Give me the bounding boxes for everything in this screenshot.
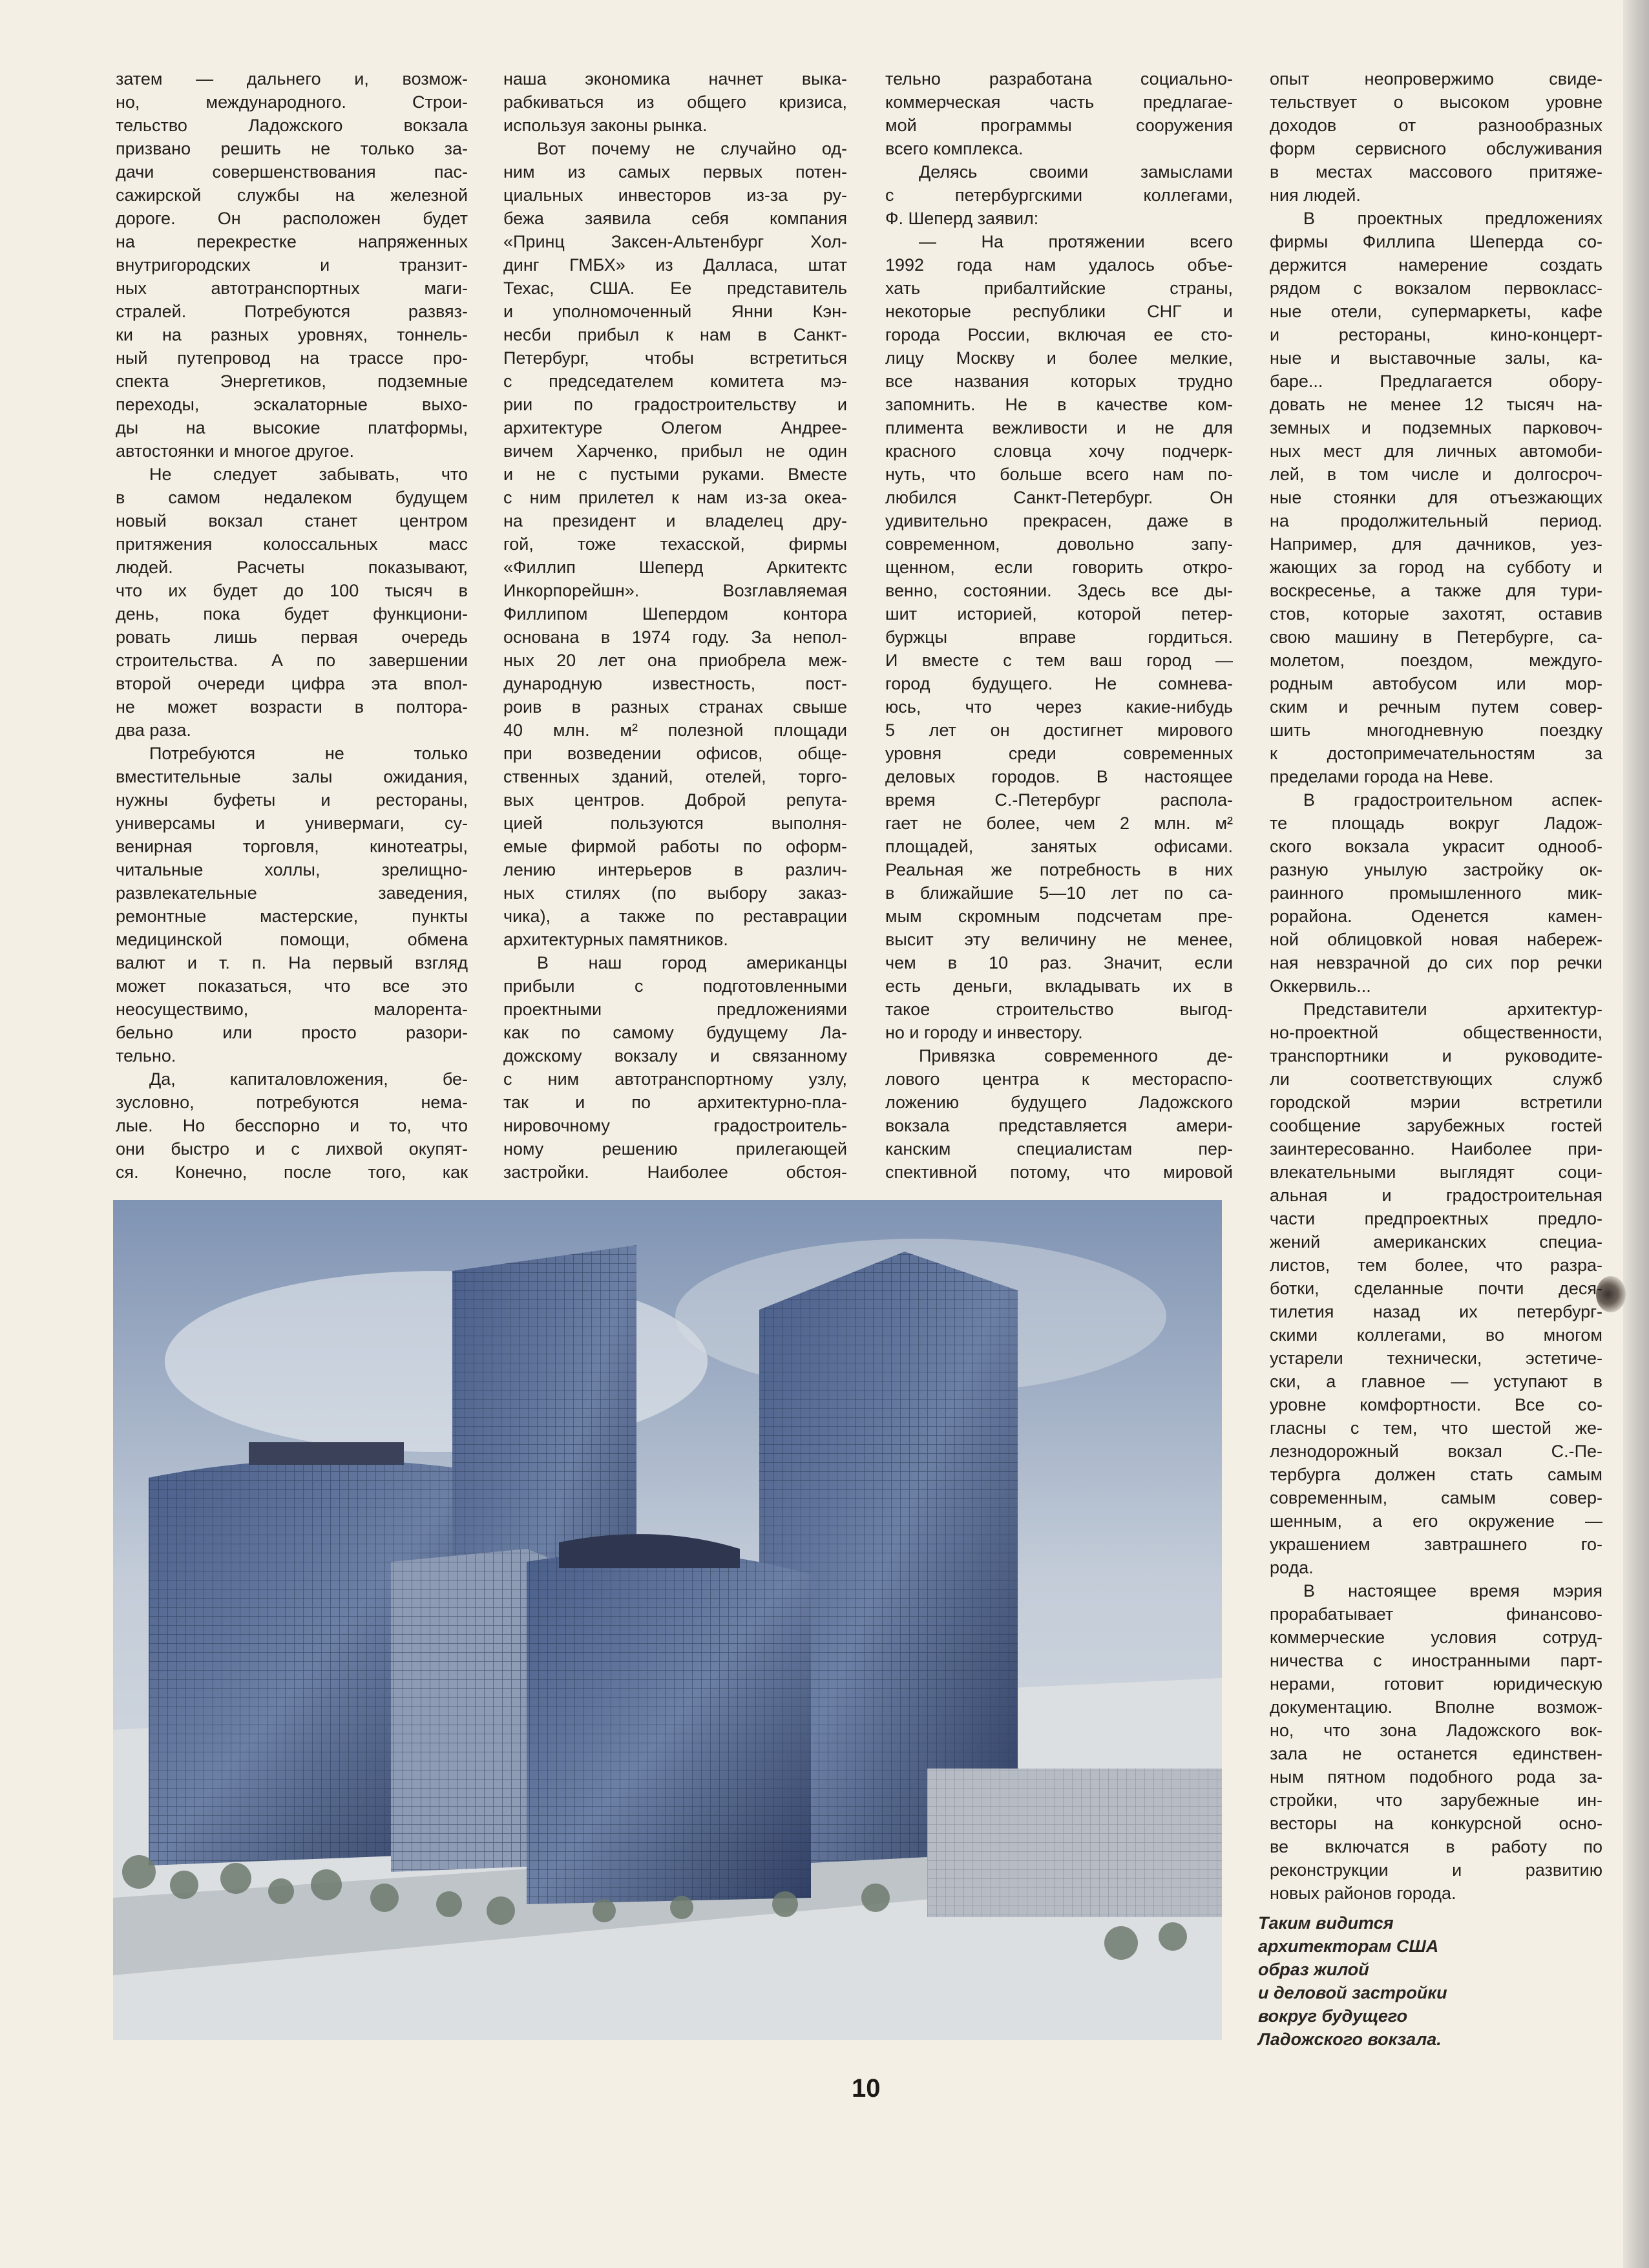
text-line: Филлипом Шепердом контора <box>503 604 847 624</box>
text-line: гой, тоже техасской, фирмы <box>503 534 847 554</box>
text-line: свою машину в Петербурге, са- <box>1270 627 1602 647</box>
text-line: альная и градостроительная <box>1270 1186 1602 1205</box>
text-line: чика), а также по реставрации <box>503 907 847 926</box>
text-line: лицу Москву и более мелкие, <box>885 348 1233 368</box>
text-line: ли соответствующих служб <box>1270 1069 1602 1089</box>
text-line: скими коллегами, во многом <box>1270 1325 1602 1345</box>
text-line: зала не останется единствен- <box>1270 1744 1602 1763</box>
text-line: ским и речным путем совер- <box>1270 697 1602 717</box>
text-line: уровне комфортности. Все со- <box>1270 1395 1602 1414</box>
text-line: В проектных предложениях <box>1303 209 1602 228</box>
text-line: фирмы Филлипа Шеперда со- <box>1270 232 1602 251</box>
text-line: жений американских специа- <box>1270 1232 1602 1252</box>
text-line: на президент и владелец дру- <box>503 511 847 530</box>
text-line: Потребуются не только <box>149 744 468 763</box>
text-line: коммерческая часть предлагае- <box>885 92 1233 112</box>
text-line: дороге. Он расположен будет <box>116 209 468 228</box>
text-line: рии по градостроительству и <box>503 395 847 414</box>
text-line: с председателем комитета мэ- <box>503 372 847 391</box>
text-line: пределами города на Неве. <box>1270 767 1494 786</box>
text-line: как по самому будущему Ла- <box>503 1023 847 1042</box>
text-line: Например, для дачников, уез- <box>1270 534 1602 554</box>
text-line: в местах массового притяже- <box>1270 162 1602 182</box>
text-line: развлекательные заведения, <box>116 883 468 903</box>
text-line: городской мэрии встретили <box>1270 1093 1602 1112</box>
text-line: ложению будущего Ладожского <box>885 1093 1233 1112</box>
text-line: второй очереди цифра эта впол- <box>116 674 468 693</box>
text-line: «Филлип Шеперд Аркитектс <box>503 558 847 577</box>
text-line: переходы, эскалаторные выхо- <box>116 395 468 414</box>
text-line: хать прибалтийские страны, <box>885 278 1233 298</box>
text-line: «Принц Заксен-Альтенбург Хол- <box>503 232 847 251</box>
text-line: документацию. Вполне возмож- <box>1270 1697 1602 1717</box>
text-line: В градостроительном аспек- <box>1303 790 1602 810</box>
paragraph <box>1270 998 1602 1579</box>
text-line: реконструкции и развитию <box>1270 1860 1602 1880</box>
text-line: Ф. Шеперд заявил: <box>885 209 1039 228</box>
text-line: довать не менее 12 тысяч на- <box>1270 395 1602 414</box>
text-line: два раза. <box>116 720 191 740</box>
text-line: сажирской службы на железной <box>116 185 468 205</box>
text-line: плимента вежливости и не для <box>885 418 1233 437</box>
text-line: используя законы рынка. <box>503 116 708 135</box>
text-line: транспортники и руководите- <box>1270 1046 1602 1066</box>
text-line: влекательными выглядят соци- <box>1270 1162 1602 1182</box>
text-line: 1992 года нам удалось объе- <box>885 255 1233 275</box>
paragraph <box>885 1044 1233 1184</box>
text-line: буржцы вправе гордиться. <box>885 627 1233 647</box>
paragraph <box>885 67 1233 160</box>
scan-edge-shadow <box>1623 0 1649 2268</box>
text-line: притяжения колоссальных масс <box>116 534 468 554</box>
text-line: форм сервисного обслуживания <box>1270 139 1602 158</box>
text-line: ным пятном подобного рода за- <box>1270 1767 1602 1787</box>
caption-line: и деловой застройки <box>1258 1983 1447 2002</box>
text-line: 5 лет он достигнет мирового <box>885 720 1233 740</box>
text-line: но и городу и инвестору. <box>885 1023 1083 1042</box>
text-line: внутригородских и транзит- <box>116 255 468 275</box>
text-line: нировочному градостроитель- <box>503 1116 847 1135</box>
text-line: и рестораны, кино-концерт- <box>1270 325 1602 344</box>
text-line: В настоящее время мэрия <box>1303 1581 1602 1601</box>
text-line: Оккервиль... <box>1270 976 1371 996</box>
text-line: воскресенье, а также для тури- <box>1270 581 1602 600</box>
text-line: при возведении офисов, обще- <box>503 744 847 763</box>
text-line: некоторые республики СНГ и <box>885 302 1233 321</box>
text-line: что их будет до 100 тысяч в <box>116 581 468 600</box>
text-line: устарели технически, эстетиче- <box>1270 1349 1602 1368</box>
text-line: юсь, что через какие-нибудь <box>885 697 1233 717</box>
text-line: баре... Предлагается обору- <box>1270 372 1602 391</box>
text-line: рядом с вокзалом первокласс- <box>1270 278 1602 298</box>
text-line: но, что зона Ладожского вок- <box>1270 1721 1602 1740</box>
text-line: те площадь вокруг Ладож- <box>1270 814 1602 833</box>
text-line: гает не более, чем 2 млн. м² <box>885 814 1233 833</box>
text-line: В наш город американцы <box>537 953 847 972</box>
paragraph <box>1270 788 1602 998</box>
text-line: шить многодневную поездку <box>1270 720 1602 740</box>
text-line: валют и т. п. На первый взгляд <box>116 953 468 972</box>
text-line: тельство Ладожского вокзала <box>116 116 468 135</box>
text-line: площадей, занятых офисами. <box>885 837 1233 856</box>
text-line: — На протяжении всего <box>919 232 1233 251</box>
text-line: высит эту величину не менее, <box>885 930 1233 949</box>
text-line: на продолжительный период. <box>1270 511 1602 530</box>
text-line: рабкиваться из общего кризиса, <box>503 92 847 112</box>
text-line: несби прибыл к нам в Санкт- <box>503 325 847 344</box>
text-line: но-проектной общественности, <box>1270 1023 1602 1042</box>
text-line: Реальная же потребность в них <box>885 860 1233 879</box>
text-line: шит историей, которой петер- <box>885 604 1233 624</box>
text-line: современным, самым совер- <box>1270 1488 1602 1507</box>
text-line: лей, в том числе и долгосроч- <box>1270 465 1602 484</box>
text-line: Делясь своими замыслами <box>919 162 1233 182</box>
paragraph <box>116 1067 468 1184</box>
text-line: но, международного. Строи- <box>116 92 468 112</box>
text-line: строительства. А по завершении <box>116 651 468 670</box>
text-line: Привязка современного де- <box>919 1046 1233 1066</box>
text-line: заинтересованно. Наиболее при- <box>1270 1139 1602 1159</box>
text-line: прорабатывает финансово- <box>1270 1604 1602 1624</box>
text-line: канским специалистам пер- <box>885 1139 1233 1159</box>
text-line: все названия которых трудно <box>885 372 1233 391</box>
text-line: ботки, сделанные почти деся- <box>1270 1279 1602 1298</box>
text-column-3 <box>885 67 1233 1184</box>
text-line: лые. Но бесспорно и то, что <box>116 1116 468 1135</box>
text-line: с ним автотранспортному узлу, <box>503 1069 847 1089</box>
text-line: тербурга должен стать самым <box>1270 1465 1602 1484</box>
text-line: призвано решить не только за- <box>116 139 468 158</box>
text-line: ним из самых первых потен- <box>503 162 847 182</box>
text-line: ся. Конечно, после того, как <box>116 1162 468 1182</box>
text-line: цией пользуются выполня- <box>503 814 847 833</box>
text-line: циальных инвесторов из-за ру- <box>503 185 847 205</box>
text-line: затем — дальнего и, возмож- <box>116 69 468 89</box>
text-line: неосуществимо, малорента- <box>116 1000 468 1019</box>
photo-caption <box>1258 1911 1447 2051</box>
text-line: 40 млн. м² полезной площади <box>503 720 847 740</box>
text-line: город будущего. Не сомнева- <box>885 674 1233 693</box>
text-line: рорайона. Оденется камен- <box>1270 907 1602 926</box>
text-line: есть деньги, вкладывать их в <box>885 976 1233 996</box>
text-line: к достопримечательностям за <box>1270 744 1602 763</box>
page-number: 10 <box>852 2074 881 2103</box>
text-line: может показаться, что все это <box>116 976 468 996</box>
text-line: ски, а главное — уступают в <box>1270 1372 1602 1391</box>
text-line: ных мест для личных автомоби- <box>1270 441 1602 461</box>
text-line: тельствует о высоком уровне <box>1270 92 1602 112</box>
text-line: застройки. Наиболее обстоя- <box>503 1162 847 1182</box>
text-column-4 <box>1270 67 1602 1905</box>
text-line: вичем Харченко, прибыл не один <box>503 441 847 461</box>
text-line: читальные холлы, зрелищно- <box>116 860 468 879</box>
text-line: родным автобусом или мор- <box>1270 674 1602 693</box>
text-line: стов, которые захотят, оставив <box>1270 604 1602 624</box>
text-line: ному решению прилегающей <box>503 1139 847 1159</box>
text-line: всего комплекса. <box>885 139 1024 158</box>
text-line: автостоянки и многое другое. <box>116 441 354 461</box>
text-line: раинного промышленного мик- <box>1270 883 1602 903</box>
architectural-model-photo <box>113 1200 1222 2040</box>
text-line: Техас, США. Ее представитель <box>503 278 847 298</box>
text-line: сообщение зарубежных гостей <box>1270 1116 1602 1135</box>
text-column-2 <box>503 67 847 1184</box>
text-line: держится намерение создать <box>1270 255 1602 275</box>
text-line: ского вокзала украсит однооб- <box>1270 837 1602 856</box>
text-line: Да, капиталовложения, бе- <box>149 1069 468 1089</box>
text-line: украшением завтрашнего го- <box>1270 1535 1602 1554</box>
caption-line: Ладожского вокзала. <box>1258 2030 1442 2049</box>
text-line: Инкорпорейшн». Возглавляемая <box>503 581 847 600</box>
text-line: современном, довольно запу- <box>885 534 1233 554</box>
paragraph <box>503 137 847 951</box>
text-line: шенным, а его окружение — <box>1270 1511 1602 1531</box>
text-line: ки на разных уровнях, тоннель- <box>116 325 468 344</box>
text-line: медицинской помощи, обмена <box>116 930 468 949</box>
text-line: разную унылую застройку ок- <box>1270 860 1602 879</box>
text-line: ды на высокие платформы, <box>116 418 468 437</box>
text-line: молетом, поездом, междуго- <box>1270 651 1602 670</box>
text-line: с петербургскими коллегами, <box>885 185 1233 205</box>
text-line: ные отели, супермаркеты, кафе <box>1270 302 1602 321</box>
text-line: вых центров. Доброй репута- <box>503 790 847 810</box>
text-line: деловых городов. В настоящее <box>885 767 1233 786</box>
text-line: земных и подземных парковоч- <box>1270 418 1602 437</box>
text-line: части предпроектных предло- <box>1270 1209 1602 1228</box>
text-line: Не следует забывать, что <box>149 465 468 484</box>
text-line: мым скромным подсчетам пре- <box>885 907 1233 926</box>
text-line: и не с пустыми руками. Вместе <box>503 465 847 484</box>
text-line: новых районов города. <box>1270 1884 1456 1903</box>
text-line: основана в 1974 году. За непол- <box>503 627 847 647</box>
text-line: и уполномоченный Янни Кэн- <box>503 302 847 321</box>
caption-line: Таким видится <box>1258 1913 1394 1933</box>
text-line: ственных зданий, отелей, торго- <box>503 767 847 786</box>
text-line: красного словца хочу подчерк- <box>885 441 1233 461</box>
text-line: тельно разработана социально- <box>885 69 1233 89</box>
text-line: на перекрестке напряженных <box>116 232 468 251</box>
paragraph <box>885 230 1233 1044</box>
text-line: емые фирмой работы по оформ- <box>503 837 847 856</box>
text-line: ния людей. <box>1270 185 1361 205</box>
text-line: лезнодорожный вокзал С.-Пе- <box>1270 1442 1602 1461</box>
text-line: дожскому вокзалу и связанному <box>503 1046 847 1066</box>
text-line: жающих за город на субботу и <box>1270 558 1602 577</box>
text-line: зусловно, потребуются нема- <box>116 1093 468 1112</box>
text-line: рода. <box>1270 1558 1314 1577</box>
text-line: ная невзрачной до сих пор речки <box>1270 953 1602 972</box>
caption-line: образ жилой <box>1258 1960 1369 1979</box>
text-line: время С.-Петербург распола- <box>885 790 1233 810</box>
text-line: ремонтные мастерские, пункты <box>116 907 468 926</box>
text-line: день, пока будет функциони- <box>116 604 468 624</box>
text-line: стралей. Потребуются развяз- <box>116 302 468 321</box>
text-line: И вместе с тем ваш город — <box>885 651 1233 670</box>
text-line: роив в разных странах свыше <box>503 697 847 717</box>
text-line: листов, тем более, что разра- <box>1270 1255 1602 1275</box>
text-line: наша экономика начнет выка- <box>503 69 847 89</box>
text-line: прибыли с подготовленными <box>503 976 847 996</box>
text-line: доходов от разнообразных <box>1270 116 1602 135</box>
text-line: спекта Энергетиков, подземные <box>116 372 468 391</box>
text-line: ве включатся в работу по <box>1270 1837 1602 1856</box>
text-line: проектными предложениями <box>503 1000 847 1019</box>
text-line: такое строительство выгод- <box>885 1000 1233 1019</box>
text-line: новый вокзал станет центром <box>116 511 468 530</box>
text-line: весторы на конкурсной осно- <box>1270 1814 1602 1833</box>
text-line: универсамы и универмаги, су- <box>116 814 468 833</box>
text-line: бельно или просто разори- <box>116 1023 468 1042</box>
text-line: архитектурных памятников. <box>503 930 728 949</box>
text-line: динг ГМБХ» из Далласа, штат <box>503 255 847 275</box>
text-line: людей. Расчеты показывают, <box>116 558 468 577</box>
text-line: нужны буфеты и рестораны, <box>116 790 468 810</box>
text-line: Петербург, чтобы встретиться <box>503 348 847 368</box>
text-line: чем в 10 раз. Значит, если <box>885 953 1233 972</box>
paragraph <box>503 67 847 137</box>
text-line: ных стилях (по выбору заказ- <box>503 883 847 903</box>
text-line: с ним прилетел к нам из-за океа- <box>503 488 847 507</box>
text-line: вокзала представляется амери- <box>885 1116 1233 1135</box>
text-line: запомнить. Не в качестве ком- <box>885 395 1233 414</box>
text-line: любился Санкт-Петербург. Он <box>885 488 1233 507</box>
paragraph <box>885 160 1233 230</box>
paragraph <box>1270 207 1602 788</box>
text-line: архитектуре Олегом Андрее- <box>503 418 847 437</box>
paragraph <box>116 463 468 742</box>
text-line: они быстро и с лихвой окупят- <box>116 1139 468 1159</box>
text-line: дународную известность, пост- <box>503 674 847 693</box>
text-line: удивительно прекрасен, даже в <box>885 511 1233 530</box>
text-line: не может возрасти в полтора- <box>116 697 468 717</box>
text-line: в ближайшие 5—10 лет по са- <box>885 883 1233 903</box>
text-line: ничества с иностранными парт- <box>1270 1651 1602 1670</box>
text-line: так и по архитектурно-пла- <box>503 1093 847 1112</box>
text-line: ной облицовкой новая набереж- <box>1270 930 1602 949</box>
text-line: ных автотранспортных маги- <box>116 278 468 298</box>
text-line: гласны с тем, что шестой же- <box>1270 1418 1602 1438</box>
text-line: нерами, готовит юридическую <box>1270 1674 1602 1694</box>
text-line: коммерческие условия сотруд- <box>1270 1628 1602 1647</box>
text-line: в самом недалеком будущем <box>116 488 468 507</box>
text-line: опыт неопровержимо свиде- <box>1270 69 1602 89</box>
text-line: Вот почему не случайно од- <box>537 139 847 158</box>
caption-line: вокруг будущего <box>1258 2006 1408 2026</box>
text-line: ные стоянки для отъезжающих <box>1270 488 1602 507</box>
text-line: уровня среди современных <box>885 744 1233 763</box>
text-line: мой программы сооружения <box>885 116 1233 135</box>
paragraph <box>116 67 468 463</box>
text-line: дачи совершенствования пас- <box>116 162 468 182</box>
text-line: щенном, если говорить откро- <box>885 558 1233 577</box>
text-line: города России, включая ее сто- <box>885 325 1233 344</box>
text-line: бежа заявила себя компания <box>503 209 847 228</box>
paragraph <box>116 742 468 1067</box>
text-line: спективной потому, что мировой <box>885 1162 1233 1182</box>
text-line: ных 20 лет она приобрела меж- <box>503 651 847 670</box>
text-line: вместительные залы ожидания, <box>116 767 468 786</box>
text-line: стройки, что зарубежные ин- <box>1270 1790 1602 1810</box>
paragraph <box>503 951 847 1184</box>
paragraph <box>1270 67 1602 207</box>
text-line: Представители архитектур- <box>1303 1000 1602 1019</box>
text-line: лению интерьеров в различ- <box>503 860 847 879</box>
middle-tower <box>391 1534 811 1904</box>
text-line: венно, состоянии. Здесь все ды- <box>885 581 1233 600</box>
text-line: венирная торговля, кинотеатры, <box>116 837 468 856</box>
caption-line: архитекторам США <box>1258 1937 1439 1956</box>
text-line: тельно. <box>116 1046 176 1066</box>
text-line: нуть, что больше всего нам по- <box>885 465 1233 484</box>
text-line: лового центра к месторaспо- <box>885 1069 1233 1089</box>
text-line: ный путепровод на трассе про- <box>116 348 468 368</box>
text-line: ные и выставочные залы, ка- <box>1270 348 1602 368</box>
text-column-1 <box>116 67 468 1184</box>
text-line: ровать лишь первая очередь <box>116 627 468 647</box>
text-line: тилетия назад их петербург- <box>1270 1302 1602 1321</box>
paragraph <box>1270 1579 1602 1905</box>
